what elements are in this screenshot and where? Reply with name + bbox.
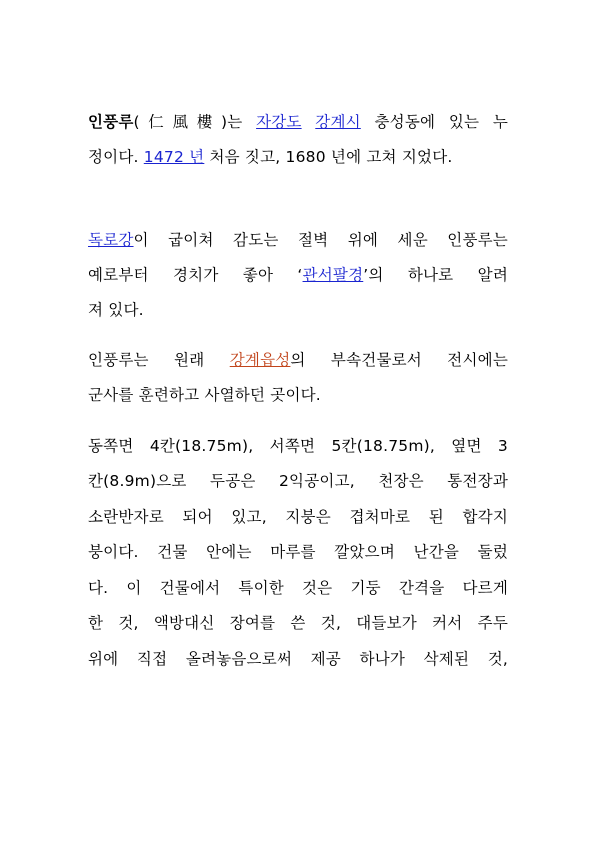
link-gwanseo-palgyeong[interactable]: 관서팔경 <box>302 266 364 284</box>
paragraph-4-line-3: 소란반자로 되어 있고, 지붕은 겹처마로 된 합각지 <box>88 508 508 526</box>
link-year-1472[interactable]: 1472 년 <box>143 148 205 166</box>
paragraph-4-line-5: 다. 이 건물에서 특이한 것은 기둥 간격을 다르게 <box>88 579 508 597</box>
paragraph-2-text: 예로부터 경치가 좋아 ‘ <box>88 266 303 284</box>
paragraph-4-line-4: 붕이다. 건물 안에는 마루를 깔았으며 난간을 둘렀 <box>88 543 508 561</box>
link-jagang-province[interactable]: 자강도 <box>256 113 302 131</box>
paragraph-2-line-2 <box>88 263 508 287</box>
article-title: 인풍루 <box>88 113 134 131</box>
paragraph-1-text: 충성동에 있는 누 <box>360 113 508 131</box>
title-hanja: (仁風樓)는 <box>133 113 257 131</box>
paragraph-4-line-1: 동쪽면 4칸(18.75m), 서쪽면 5칸(18.75m), 옆면 3 <box>88 437 508 455</box>
link-dokro-river[interactable]: 독로강 <box>88 231 134 249</box>
paragraph-1-line-2 <box>88 145 508 169</box>
link-ganggye-fortress[interactable]: 강계읍성 <box>229 351 291 369</box>
paragraph-2-text: ’의 하나로 알려 <box>363 266 508 284</box>
paragraph-1-text: 처음 짓고, 1680 년에 고쳐 지었다. <box>204 148 453 166</box>
space <box>302 113 316 131</box>
paragraph-3-line-2: 군사를 훈련하고 사열하던 곳이다. <box>88 386 321 404</box>
paragraph-1-text: 정이다. <box>88 148 144 166</box>
paragraph-3-text: 인풍루는 원래 <box>88 351 230 369</box>
paragraph-4-line-7: 위에 직접 올려놓음으로써 제공 하나가 삭제된 것, <box>88 650 508 668</box>
paragraph-3-line-1 <box>88 348 508 372</box>
paragraph-1-line-1 <box>88 110 508 134</box>
paragraph-3-text: 의 부속건물로서 전시에는 <box>290 351 508 369</box>
paragraph-2-text: 이 굽이쳐 감도는 절벽 위에 세운 인풍루는 <box>133 231 508 249</box>
link-ganggye-city[interactable]: 강계시 <box>315 113 361 131</box>
paragraph-4-line-6: 한 것, 액방대신 장여를 쓴 것, 대들보가 커서 주두 <box>88 614 508 632</box>
paragraph-2-line-1 <box>88 228 508 252</box>
paragraph-4-line-2: 칸(8.9m)으로 두공은 2익공이고, 천장은 통전장과 <box>88 472 508 490</box>
paragraph-2-line-3: 져 있다. <box>88 301 144 319</box>
